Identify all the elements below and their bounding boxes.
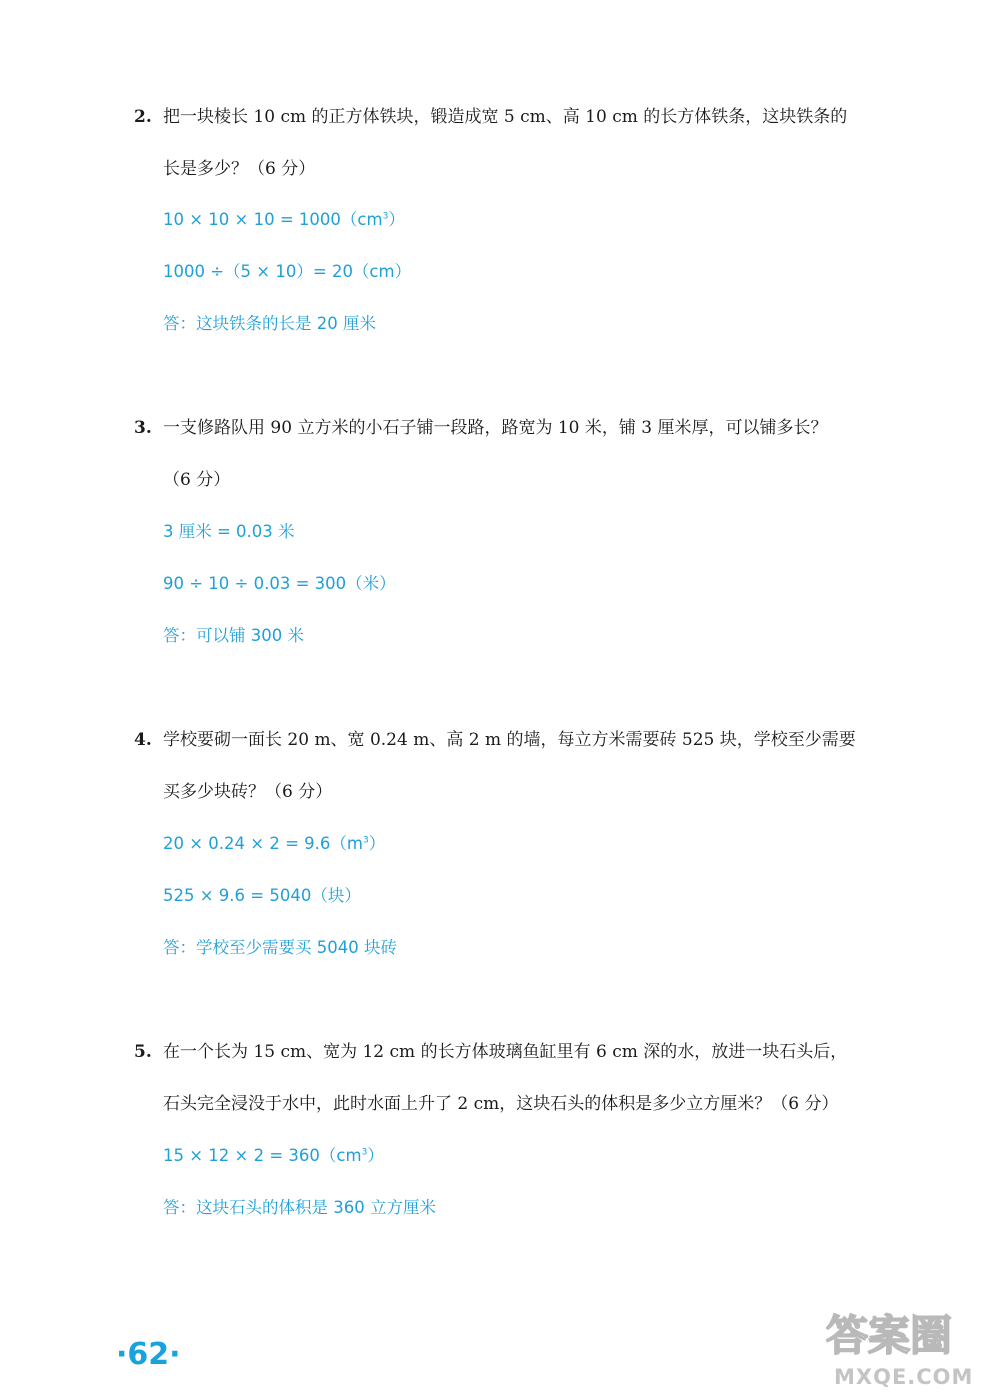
answer-line: $10 \times 10 \times 10 = 1000(cm^3)$ (163, 210, 405, 229)
answer-line: 90 ÷ 10 ÷ 0.03 = 300（米） (163, 574, 396, 593)
problem-text-line: 石头完全浸没于水中，此时水面上升了 2 cm，这块石头的体积是多少立方厘米？（6 分） (163, 1094, 839, 1114)
problem-number: 5. (134, 1042, 152, 1062)
answer-line: 3 厘米 = 0.03 米 (163, 522, 295, 541)
watermark-logo (820, 1300, 990, 1390)
problem-text-line: 在一个长为 15 cm、宽为 12 cm 的长方体玻璃鱼缸里有 6 cm 深的水，放进一块石头后， (163, 1042, 848, 1062)
problem-number: 3. (134, 418, 152, 438)
problem-text-line: 学校要砌一面长 20 m、宽 0.24 m、高 2 m 的墙，每立方米需要砖 525 块，学校至少需要 (163, 730, 856, 750)
problem-text-line: 一支修路队用 90 立方米的小石子铺一段路，路宽为 10 米，铺 3 厘米厚，可以铺多长？ (163, 418, 828, 438)
answer-line: $20 \times 0.24 \times 2 = 9.6(m^3)$ (163, 834, 386, 853)
answer-line: 答：这块铁条的长是 20 厘米 (163, 314, 376, 333)
problem-text-line: （6 分） (163, 470, 231, 490)
watermark-url: MXQE.COM (834, 1365, 974, 1389)
problem-text-line: 长是多少？（6 分） (163, 159, 316, 179)
answer-line: 答：学校至少需要买 5040 块砖 (163, 938, 397, 957)
problem-number: 4. (134, 730, 152, 750)
answer-line: 525 × 9.6 = 5040（块） (163, 886, 361, 905)
page-number: ·62· (116, 1337, 181, 1372)
answer-line: 答：这块石头的体积是 360 立方厘米 (163, 1198, 436, 1217)
problem-number: 2. (134, 107, 152, 127)
problem-text-line: 把一块棱长 10 cm 的正方体铁块，锻造成宽 5 cm、高 10 cm 的长方体铁条，这块铁条的 (163, 107, 848, 127)
watermark-text: 答案圈 (826, 1311, 953, 1360)
answer-line: $15 \times 12 \times 2 = 360(cm^3)$ (163, 1146, 384, 1165)
answer-line: 答：可以铺 300 米 (163, 626, 304, 645)
problem-text-line: 买多少块砖？（6 分） (163, 782, 333, 802)
answer-line: 1000 ÷（5 × 10）= 20（cm） (163, 262, 412, 281)
